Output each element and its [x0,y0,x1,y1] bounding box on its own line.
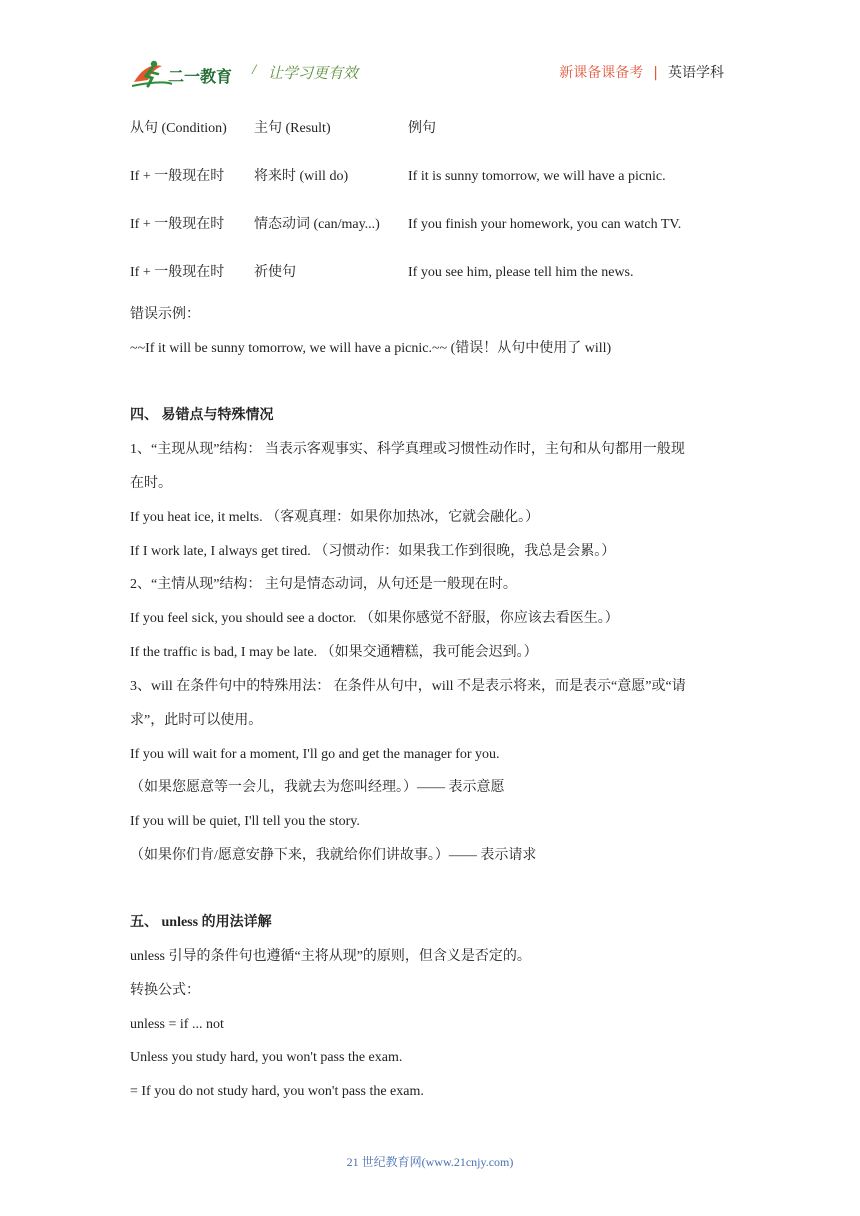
logo-icon [132,58,242,90]
header-right [559,62,724,82]
paragraph: 求”，此时可以使用。 [130,713,263,728]
paragraph: 2、“主情从现”结构： 主句是情态动词，从句还是一般现在时。 [130,577,517,592]
table-header-cell: 例句 [408,121,436,136]
slogan: 让学习更有效 [268,64,359,82]
table-header-cell: 主句 (Result) [254,121,331,136]
table-cell: If + 一般现在时 [130,169,225,184]
paragraph: 在时。 [130,476,172,491]
example-sentence: If you will wait for a moment, I'll go and get the manager for you. [130,747,500,762]
example-translation: （如果您愿意等一会儿，我就去为您叫经理。）—— 表示意愿 [130,780,505,795]
table-cell: If + 一般现在时 [130,265,225,280]
example-sentence: = If you do not study hard, you won't pass the exam. [130,1084,424,1099]
table-cell: If you see him, please tell him the news. [408,265,634,280]
example-sentence: If I work late, I always get tired. （习惯动作：如果我工作到很晚，我总是会累。） [130,544,616,559]
table-cell: If it is sunny tomorrow, we will have a picnic. [408,169,666,184]
table-cell: If + 一般现在时 [130,217,225,232]
table-cell: 情态动词 (can/may...) [254,217,380,232]
example-sentence: If you will be quiet, I'll tell you the story. [130,814,360,829]
table-cell: If you finish your homework, you can watch TV. [408,217,682,232]
logo-text: 二一教育 [168,67,233,86]
example-sentence: If you feel sick, you should see a doctor. （如果你感觉不舒服，你应该去看医生。） [130,611,619,626]
header-subtitle: 新课备课备考 [559,65,644,81]
formula: unless = if ... not [130,1017,224,1032]
paragraph: 3、will 在条件句中的特殊用法： 在条件从句中，will 不是表示将来，而是表示“意愿”或“请 [130,679,686,694]
wrong-example-text: ~~If it will be sunny tomorrow, we will have a picnic.~~ (错误！从句中使用了 will) [130,341,612,356]
example-sentence: If you heat ice, it melts. （客观真理：如果你加热冰，它就会融化。） [130,510,540,525]
table-header-row [130,119,730,139]
section-4-title: 四、 易错点与特殊情况 [130,408,274,423]
example-sentence: Unless you study hard, you won't pass the exam. [130,1050,403,1065]
example-sentence: If the traffic is bad, I may be late. （如果交通糟糕，我可能会迟到。） [130,645,538,660]
section-5-title: 五、 unless 的用法详解 [130,915,272,930]
table-row [130,215,730,235]
table-cell: 祈使句 [254,265,296,280]
table-header-cell: 从句 (Condition) [130,121,227,136]
example-translation: （如果你们肯/愿意安静下来，我就给你们讲故事。）—— 表示请求 [130,848,537,863]
header-separator: | [653,65,658,81]
paragraph: 1、“主现从现”结构： 当表示客观事实、科学真理或习惯性动作时，主句和从句都用一般现 [130,442,685,457]
table-row [130,263,730,283]
page-footer: 21 世纪教育网(www.21cnjy.com) [346,1155,514,1169]
page-header [0,0,860,100]
slogan-separator: / [252,62,257,78]
header-subject: 英语学科 [668,65,724,81]
table-row [130,167,730,187]
wrong-example-label: 错误示例： [130,307,200,322]
paragraph: unless 引导的条件句也遵循“主将从现”的原则，但含义是否定的。 [130,949,531,964]
paragraph: 转换公式： [130,983,200,998]
table-cell: 将来时 (will do) [254,169,349,184]
